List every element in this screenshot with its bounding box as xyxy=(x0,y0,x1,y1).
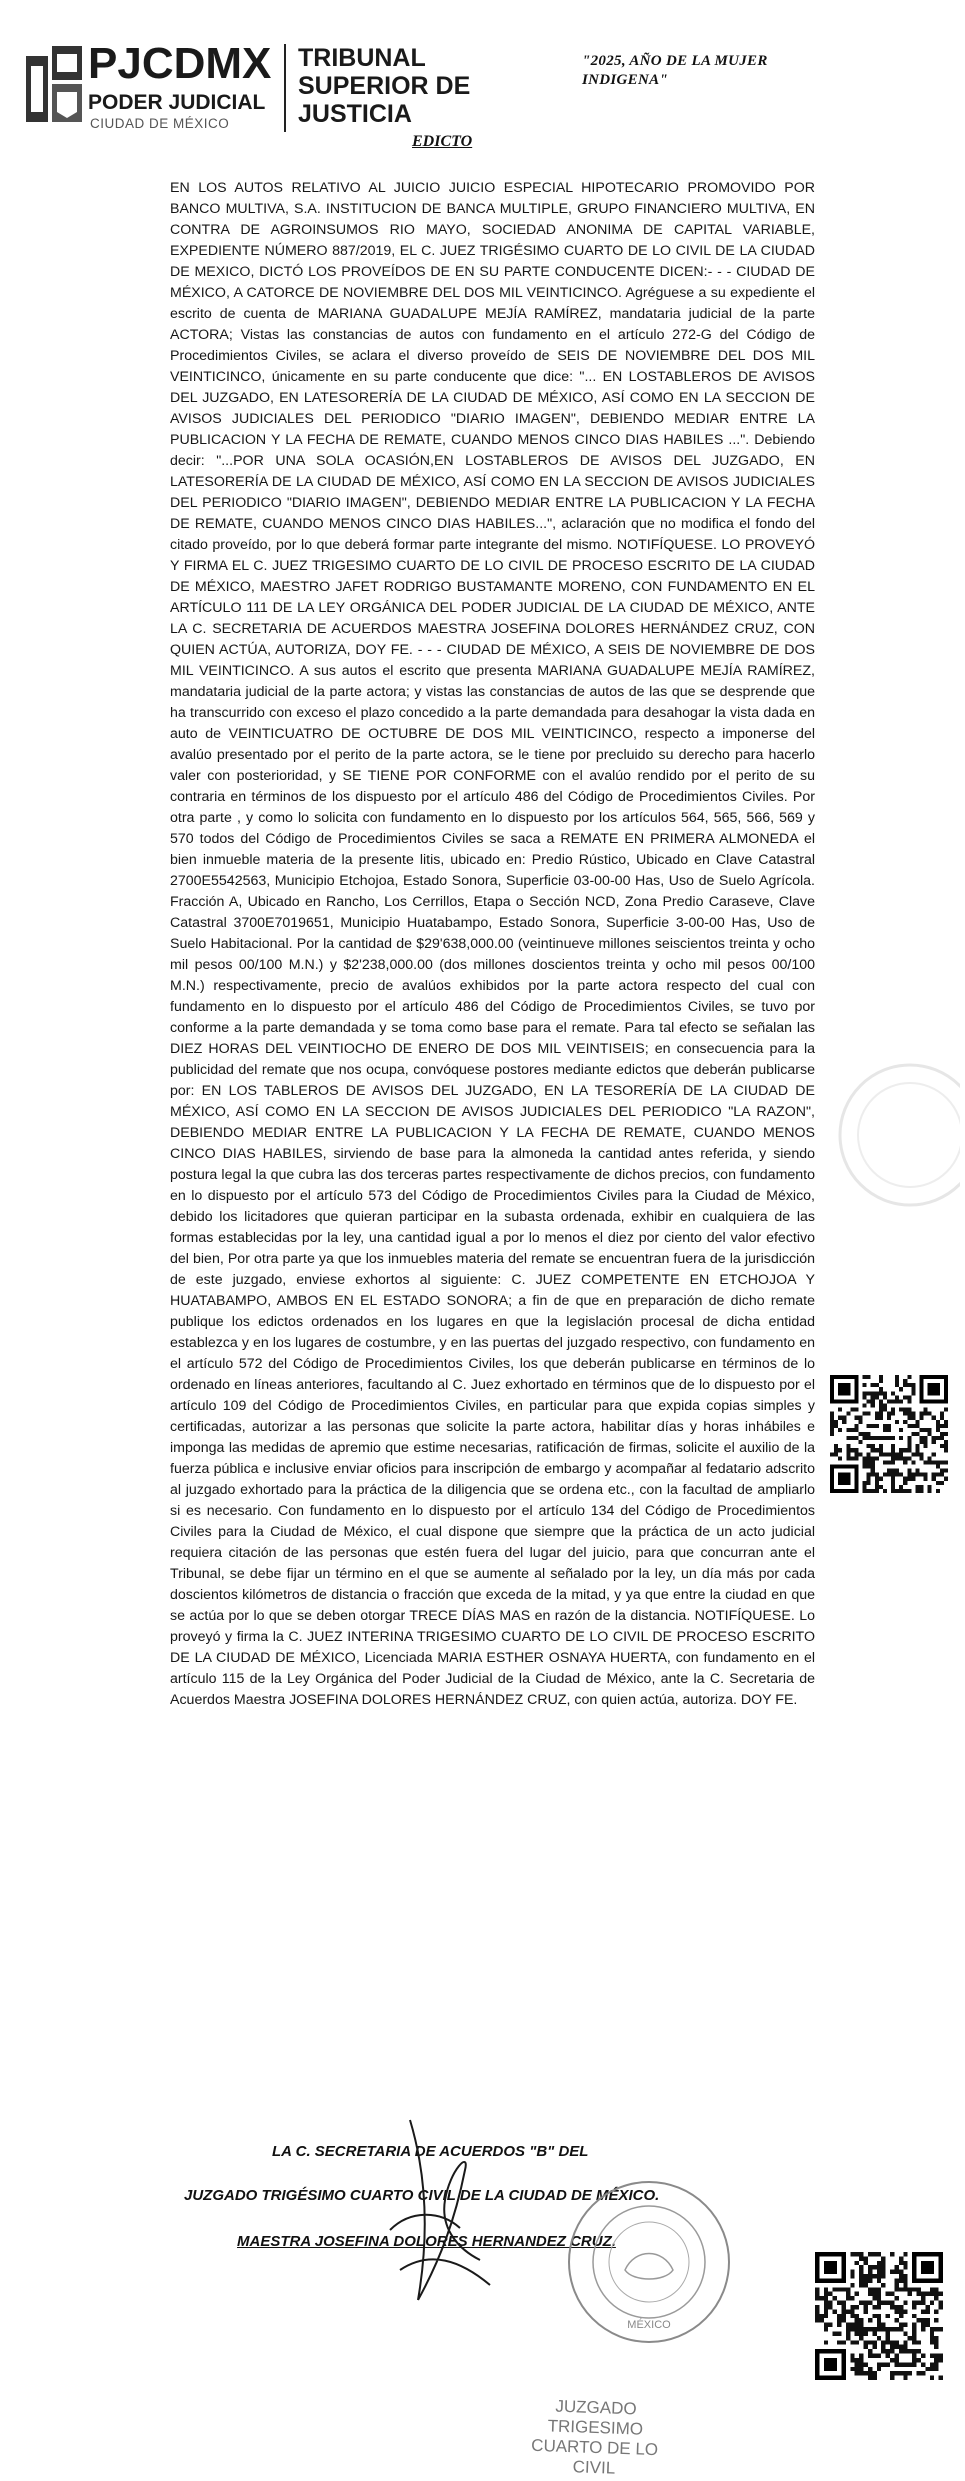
tribunal-line-1: TRIBUNAL xyxy=(298,44,426,72)
signature-line-1: LA C. SECRETARIA DE ACUERDOS "B" DEL xyxy=(272,2143,589,2160)
pjcdmx-logo-icon xyxy=(26,46,84,126)
logo-wordmark: PJCDMX xyxy=(88,39,272,88)
tribunal-line-3: JUSTICIA xyxy=(298,100,412,128)
logo-subtitle: PODER JUDICIAL xyxy=(88,91,266,114)
document-header xyxy=(26,40,936,150)
edict-body xyxy=(170,178,815,1711)
motto-line-2: INDIGENA" xyxy=(582,72,669,88)
handwritten-signature-icon xyxy=(370,2110,510,2310)
svg-text:MÉXICO: MÉXICO xyxy=(627,2319,671,2331)
qr-code-icon xyxy=(830,1375,948,1493)
motto-line-1: "2025, AÑO DE LA MUJER xyxy=(582,53,768,69)
header-divider xyxy=(284,44,286,132)
tribunal-name xyxy=(298,44,470,128)
qr-code-icon xyxy=(815,2252,943,2380)
seal-caption xyxy=(519,2395,672,2480)
document-title: EDICTO xyxy=(412,133,473,150)
logo-subtitle-city: CIUDAD DE MÉXICO xyxy=(90,116,230,131)
year-motto xyxy=(582,52,832,90)
faint-seal-icon xyxy=(810,1050,960,1220)
court-seal-icon xyxy=(565,2178,733,2346)
signature-line-3: MAESTRA JOSEFINA DOLORES HERNANDEZ CRUZ. xyxy=(237,2233,616,2250)
edict-paragraph: EN LOS AUTOS RELATIVO AL JUICIO JUICIO ESPECIAL HIPOTECARIO PROMOVIDO POR BANCO MULTIVA, S.A. INSTITUCION DE BANCA MULTIPLE, GRUPO FINANCIERO MULTIVA, EN CONTRA DE AGROINSUMOS RIO MAYO, SOCIEDAD ANONIMA DE CAPITAL VARIABLE, EXPEDIENTE NÚMERO 887/2019, EL C. JUEZ TRIGÉSIMO CUARTO DE LO CIVIL DE LA CIUDAD DE MEXICO, DICTÓ LOS PROVEÍDOS DE EN SU PARTE CONDUCENTE DICEN:- - - CIUDAD DE MÉXICO, A CATORCE DE NOVIEMBRE DEL DOS MIL VEINTICINCO. Agréguese a su expediente el escrito de cuenta de MARIANA GUADALUPE MEJÍA RAMÍREZ, mandataria judicial de la parte ACTORA; Vistas las constancias de autos con fundamento en el artículo 272-G del Código de Procedimientos Civiles, se aclara el diverso proveído de SEIS DE NOVIEMBRE DEL DOS MIL VEINTICINCO, únicamente en su parte conducente que dice: "... EN LOSTABLEROS DE AVISOS DEL JUZGADO, EN LATESORERÍA DE LA CIUDAD DE MÉXICO, ASÍ COMO EN LA SECCION DE AVISOS JUDICIALES DEL PERIODICO "DIARIO IMAGEN", DEBIENDO MEDIAR ENTRE LA PUBLICACION Y LA FECHA DE REMATE, CUANDO MENOS CINCO DIAS HABILES ...". Debiendo decir: "...POR UNA SOLA OCASIÓN,EN LOSTABLEROS DE AVISOS DEL JUZGADO, EN LATESORERÍA DE LA CIUDAD DE MÉXICO, ASÍ COMO EN LA SECCION DE AVISOS JUDICIALES DEL PERIODICO "DIARIO IMAGEN", DEBIENDO MEDIAR ENTRE LA PUBLICACION Y LA FECHA DE REMATE, CUANDO MENOS CINCO DIAS HABILES...", aclaración que no modifica el fondo del citado proveído, por lo que deberá formar parte integrante del mismo. NOTIFÍQUESE. LO PROVEYÓ Y FIRMA EL C. JUEZ TRIGESIMO CUARTO DE LO CIVIL DE PROCESO ESCRITO DE LA CIUDAD DE MÉXICO, MAESTRO JAFET RODRIGO BUSTAMANTE MORENO, CON FUNDAMENTO EN EL ARTÍCULO 111 DE LA LEY ORGÁNICA DEL PODER JUDICIAL DE LA CIUDAD DE MÉXICO, ANTE LA C. SECRETARIA DE ACUERDOS MAESTRA JOSEFINA DOLORES HERNÁNDEZ CRUZ, CON QUIEN ACTÚA, AUTORIZA, DOY FE. - - - CIUDAD DE MÉXICO, A SEIS DE NOVIEMBRE DE DOS MIL VEINTICINCO. A sus autos el escrito que presenta MARIANA GUADALUPE MEJÍA RAMÍREZ, mandataria judicial de la parte actora; y vistas las constancias de autos de las que se desprende que ha transcurrido con exceso el plazo concedido a la parte demandada para desahogar la vista dada en auto de VEINTICUATRO DE OCTUBRE DE DOS MIL VEINTICINCO, respecto a imponerse del avalúo presentado por el perito de la parte actora, se le tiene por precluido su derecho para hacerlo valer con posterioridad, y SE TIENE POR CONFORME con el avalúo rendido por el perito de su contraria en términos de los dispuesto por el artículo 486 del Código de Procedimientos Civiles. Por otra parte , y como lo solicita con fundamento en lo dispuesto por los artículos 564, 565, 566, 569 y 570 todos del Código de Procedimientos Civiles se saca a REMATE EN PRIMERA ALMONEDA el bien inmueble materia de la presente litis, ubicado en: Predio Rústico, Ubicado en Clave Catastral 2700E5542563, Municipio Etchojoa, Estado Sonora, Superficie 03-00-00 Has, Uso de Suelo Agrícola. Fracción A, Ubicado en Rancho, Los Cerrillos, Etapa o Sección NCD, Zona Predio Caraseve, Clave Catastral 3700E7019651, Municipio Huatabampo, Estado Sonora, Superficie 3-00-00 Has, Uso de Suelo Habitacional. Por la cantidad de $29'638,000.00 (veintinueve millones seiscientos treinta y ocho mil pesos 00/100 M.N.) y $2'238,000.00 (dos millones doscientos treinta y ocho mil pesos 00/100 M.N.) respectivamente, precio de avalúos exhibidos por la parte actora respecto del cual con fundamento en lo dispuesto por el artículo 486 del Código de Procedimientos Civiles, se tuvo por conforme a la parte demandada y se toma como base para el remate. Para tal efecto se señalan las DIEZ HORAS DEL VEINTIOCHO DE ENERO DE DOS MIL VEINTISEIS; en consecuencia para la publicidad del remate que nos ocupa, convóquese postores mediante edictos que deberán publicarse por: EN LOS TABLEROS DE AVISOS DEL JUZGADO, EN LA TESORERÍA DE LA CIUDAD DE MÉXICO, ASÍ COMO EN LA SECCION DE AVISOS JUDICIALES DEL PERIODICO "LA RAZON", DEBIENDO MEDIAR ENTRE LA PUBLICACION Y LA FECHA DE REMATE, CUANDO MENOS CINCO DIAS HABILES, sirviendo de base para la almoneda la cantidad antes referida, y siendo postura legal la que cubra las dos terceras partes respectivamente de dichos precios, con fundamento en lo dispuesto por el artículo 573 del Código de Procedimientos Civiles para la Ciudad de México, debido los licitadores que quieran participar en la subasta ordenada, exhibir en cualquiera de las formas establecidas por la ley, una cantidad igual a por lo menos el diez por ciento del valor efectivo del bien, Por otra parte ya que los inmuebles materia del remate se encuentran fuera de la jurisdicción de este juzgado, enviese exhortos al siguiente: C. JUEZ COMPETENTE EN ETCHOJOA Y HUATABAMPO, AMBOS EN EL ESTADO SONORA; a fin de que en preparación de dicho remate publique los edictos ordenados en los lugares en que la legislación procesal de dicha entidad establezca y en los lugares de costumbre, y en las puertas del juzgado respectivo, con fundamento en el artículo 572 del Código de Procedimientos Civiles, los que deberán publicarse en términos de lo ordenado en líneas anteriores, facultando al C. Juez exhortado en términos que de lo dispuesto por el artículo 109 del Código de Procedimientos Civiles, en particular para que expida copias simples y certificadas, autorizar a las personas que solicite la parte actora, habilitar días y horas inhábiles e imponga las medidas de apremio que estime necesarias, ratificación de firmas, solicite el auxilio de la fuerza pública e inclusive enviar oficios para inscripción de embargo y acompañar al fedatario adscrito al juzgado exhortado para la práctica de la diligencia que se ordena etc., con la facultad de ampliarlo si es necesario. Con fundamento en lo dispuesto por el artículo 134 del Código de Procedimientos Civiles para la Ciudad de México, el cual dispone que siempre que la práctica de un acto judicial requiera citación de las personas que estén fuera del lugar del juicio, para que concurran ante el Tribunal, se debe fijar un término en el que se aumente al señalado por la ley, un día más por cada doscientos kilómetros de distancia o fracción que exceda de la mitad, y ya que entre la ciudad en que se actúa por lo que se deben otorgar TRECE DÍAS MAS en razón de la distancia. NOTIFÍQUESE. Lo proveyó y firma la C. JUEZ INTERINA TRIGESIMO CUARTO DE LO CIVIL DE PROCESO ESCRITO DE LA CIUDAD DE MÉXICO, Licenciada MARIA ESTHER OSNAYA HUERTA, con fundamento en el artículo 115 de la Ley Orgánica del Poder Judicial de la Ciudad de México, ante la C. Secretaria de Acuerdos Maestra JOSEFINA DOLORES HERNÁNDEZ CRUZ, con quien actúa, autoriza. DOY FE. xyxy=(170,180,815,1708)
tribunal-line-2: SUPERIOR DE xyxy=(298,72,471,100)
seal-caption-line: JUZGADO TRIGESIMO CUARTO DE LO CIVIL xyxy=(530,2396,659,2478)
signature-line-2: JUZGADO TRIGÉSIMO CUARTO CIVIL DE LA CIUDAD DE MÉXICO. xyxy=(184,2187,660,2204)
